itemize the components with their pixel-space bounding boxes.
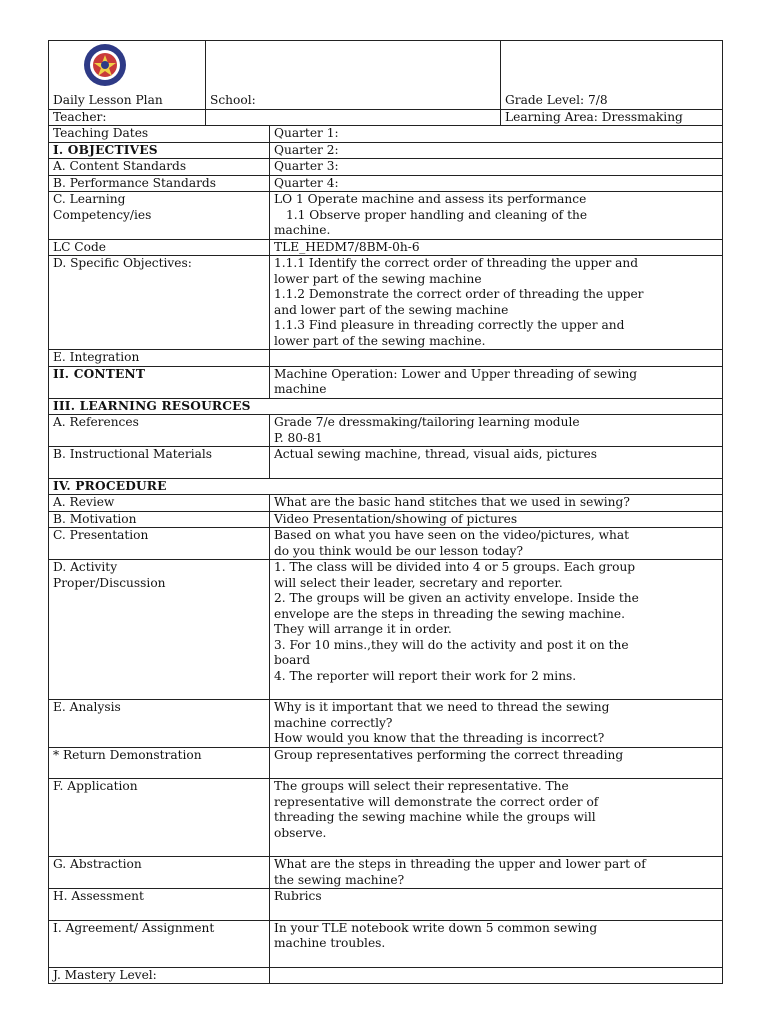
value-line: 3. For 10 mins.,they will do the activity and post it on the [274, 637, 629, 652]
teacher-value-cell [206, 109, 501, 126]
row-value [270, 560, 723, 700]
value-line: threading the sewing machine while the groups will [274, 810, 596, 824]
learning-area-label: Learning Area: Dressmaking [505, 109, 683, 124]
grade-level-cell [501, 41, 723, 110]
row-label: C. Presentation [49, 528, 270, 560]
value-line: The groups will select their representative. The [274, 779, 569, 793]
value-line: Group representatives performing the correct threading [274, 747, 624, 762]
value-line: lower part of the sewing machine [274, 271, 482, 286]
value-line: 1.1 Observe proper handling and cleaning of the [286, 207, 588, 222]
table-row [49, 967, 723, 984]
row-label: A. Review [49, 495, 270, 512]
row-value [270, 350, 723, 367]
learning-area-cell [501, 109, 723, 126]
table-row [49, 398, 723, 415]
row-label: B. Motivation [49, 511, 270, 528]
school-label: School: [210, 93, 256, 107]
table-row [49, 700, 723, 748]
table-row [49, 366, 723, 398]
value-line: Grade 7/e dressmaking/tailoring learning module [274, 415, 580, 429]
row-value [270, 192, 723, 240]
section-heading: IV. PROCEDURE [49, 478, 723, 495]
table-row [49, 256, 723, 350]
table-row [49, 415, 723, 447]
row-label: E. Integration [49, 350, 270, 367]
row-label: LC Code [49, 239, 270, 256]
row-value [270, 779, 723, 857]
value-line: 1. The class will be divided into 4 or 5 groups. Each group [274, 560, 636, 574]
value-line: Based on what you have seen on the video/pictures, what [274, 528, 630, 542]
row-value [270, 920, 723, 967]
row-label [49, 192, 270, 240]
row-label: * Return Demonstration [49, 747, 270, 779]
row-value [270, 967, 723, 984]
row-value [270, 747, 723, 779]
teacher-row [49, 109, 723, 126]
table-row [49, 478, 723, 495]
row-value [270, 447, 723, 479]
table-row [49, 779, 723, 857]
value-line: 1.1.1 Identify the correct order of threading the upper and [274, 256, 639, 270]
value-line: LO 1 Operate machine and assess its performance [274, 192, 587, 206]
section-heading: II. CONTENT [49, 366, 270, 398]
grade-level-label: Grade Level: 7/8 [505, 93, 608, 107]
section-heading: III. LEARNING RESOURCES [49, 398, 723, 415]
row-label: A. References [49, 415, 270, 447]
value-line: representative will demonstrate the correct order of [274, 794, 599, 809]
value-line: What are the steps in threading the upper and lower part of [274, 857, 646, 871]
value-line: machine troubles. [274, 936, 386, 950]
value-line: observe. [274, 825, 327, 840]
row-value: Video Presentation/showing of pictures [270, 511, 723, 528]
row-value: Quarter 4: [270, 175, 723, 192]
value-line: the sewing machine? [274, 872, 405, 887]
value-line: They will arrange it in order. [274, 622, 452, 636]
row-value [270, 415, 723, 447]
row-value [270, 256, 723, 350]
row-label: B. Performance Standards [49, 175, 270, 192]
document-title: Daily Lesson Plan [53, 93, 163, 107]
value-line: In your TLE notebook write down 5 common sewing [274, 920, 598, 935]
row-label [49, 560, 270, 700]
row-value [270, 857, 723, 889]
row-label-line: Proper/Discussion [53, 575, 166, 590]
row-label: I. Agreement/ Assignment [49, 920, 270, 967]
row-label: F. Application [49, 779, 270, 857]
row-value: Quarter 2: [270, 142, 723, 159]
row-label: J. Mastery Level: [49, 967, 270, 984]
table-row [49, 511, 723, 528]
value-line: 1.1.3 Find pleasure in threading correctly the upper and [274, 318, 625, 332]
value-line: and lower part of the sewing machine [274, 302, 509, 317]
table-row [49, 159, 723, 176]
section-heading: I. OBJECTIVES [49, 142, 270, 159]
row-label-line: D. Activity [53, 560, 118, 574]
deped-seal-icon [83, 43, 127, 87]
row-value: What are the basic hand stitches that we used in sewing? [270, 495, 723, 512]
row-label: H. Assessment [49, 889, 270, 921]
value-line: will select their leader, secretary and reporter. [274, 575, 563, 590]
value-line: How would you know that the threading is incorrect? [274, 731, 605, 745]
table-row [49, 528, 723, 560]
value-line: Why is it important that we need to thread the sewing [274, 700, 610, 714]
row-label: A. Content Standards [49, 159, 270, 176]
value-line: board [274, 653, 311, 667]
value-line: Rubrics [274, 889, 322, 903]
row-label: Teaching Dates [49, 126, 270, 143]
row-value: Quarter 3: [270, 159, 723, 176]
value-line: machine [274, 382, 327, 396]
value-line: lower part of the sewing machine. [274, 333, 486, 348]
table-row [49, 126, 723, 143]
table-row [49, 747, 723, 779]
row-value [270, 889, 723, 921]
row-value: TLE_HEDM7/8BM-0h-6 [270, 239, 723, 256]
row-value [270, 366, 723, 398]
lesson-plan-sheet [48, 40, 722, 984]
value-line: machine. [274, 223, 331, 237]
row-label-line: Competency/ies [53, 207, 152, 222]
row-value: Quarter 1: [270, 126, 723, 143]
row-label: B. Instructional Materials [49, 447, 270, 479]
table-row [49, 495, 723, 512]
row-value [270, 528, 723, 560]
table-row [49, 920, 723, 967]
table-row [49, 447, 723, 479]
value-line: 2. The groups will be given an activity envelope. Inside the [274, 591, 639, 605]
value-line: do you think would be our lesson today? [274, 543, 524, 558]
row-label: G. Abstraction [49, 857, 270, 889]
table-row [49, 175, 723, 192]
school-cell [206, 41, 501, 110]
value-line: machine correctly? [274, 715, 393, 730]
table-row [49, 350, 723, 367]
row-label-line: C. Learning [53, 192, 126, 206]
header-title-cell [49, 41, 206, 110]
row-label: D. Specific Objectives: [49, 256, 270, 350]
table-row [49, 560, 723, 700]
table-row [49, 239, 723, 256]
value-line: 1.1.2 Demonstrate the correct order of threading the upper [274, 287, 644, 301]
table-row [49, 889, 723, 921]
value-line: envelope are the steps in threading the sewing machine. [274, 606, 625, 621]
teacher-cell [49, 109, 206, 126]
table-row [49, 192, 723, 240]
header-row [49, 41, 723, 110]
row-label: E. Analysis [49, 700, 270, 748]
teacher-label: Teacher: [53, 109, 107, 124]
value-line: P. 80-81 [274, 430, 323, 445]
value-line: 4. The reporter will report their work for 2 mins. [274, 668, 577, 683]
row-value [270, 700, 723, 748]
table-row [49, 142, 723, 159]
value-line: Machine Operation: Lower and Upper threading of sewing [274, 366, 638, 381]
table-row [49, 857, 723, 889]
lesson-plan-table [48, 40, 723, 984]
value-line: Actual sewing machine, thread, visual aids, pictures [274, 447, 597, 461]
